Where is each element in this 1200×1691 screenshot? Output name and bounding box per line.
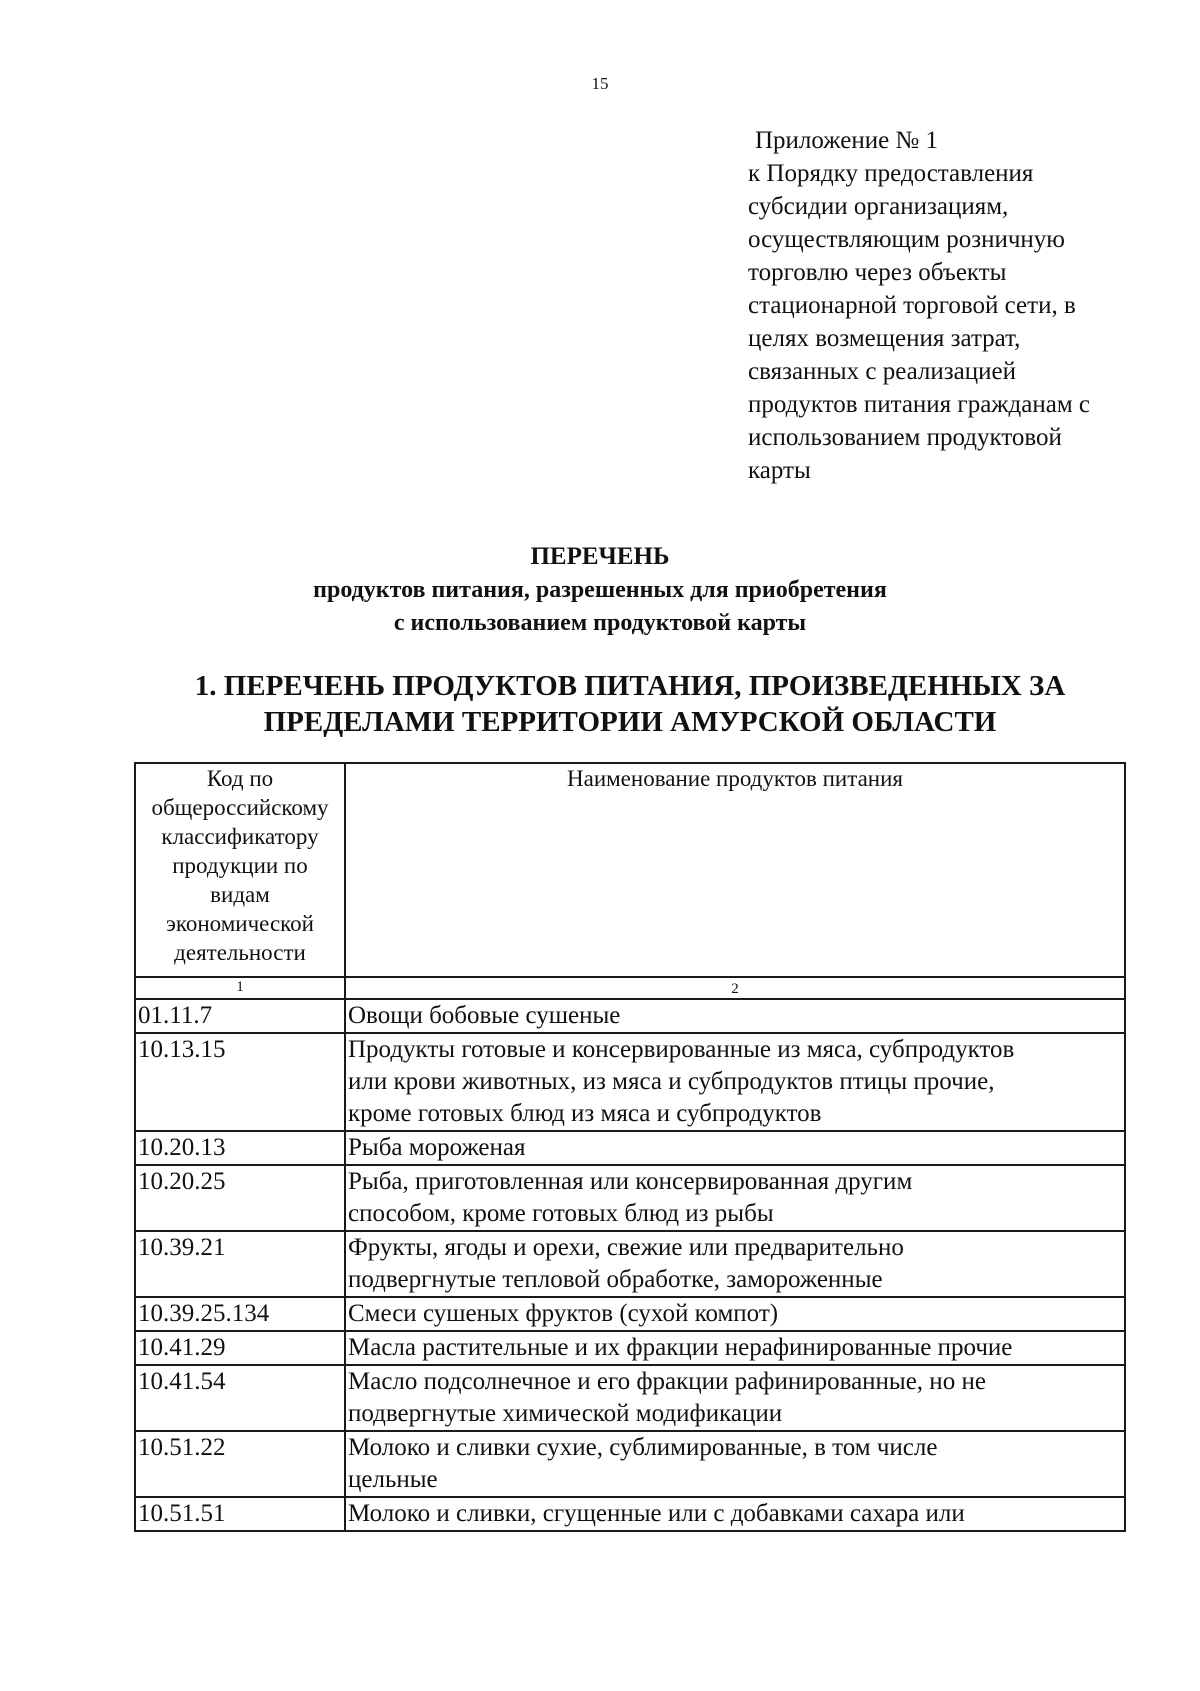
product-code: 10.51.51 (135, 1497, 345, 1531)
table-row (135, 1131, 1125, 1165)
page-number: 15 (591, 74, 609, 93)
product-name-line: Смеси сушеных фруктов (сухой компот) (348, 1300, 779, 1327)
header-code-line: деятельности (174, 940, 306, 965)
product-name-line: Рыба, приготовленная или консервированная другим (348, 1168, 913, 1195)
appendix-line: продуктов питания гражданам с (748, 391, 1091, 418)
table-row (135, 1331, 1125, 1365)
product-code: 10.13.15 (135, 1033, 345, 1131)
appendix-line: карты (748, 457, 811, 484)
title-main: ПЕРЕЧЕНЬ (530, 543, 670, 570)
table-row (135, 1431, 1125, 1497)
table-row (135, 999, 1125, 1033)
column-number: 1 (135, 977, 345, 999)
product-code: 10.41.29 (135, 1331, 345, 1365)
product-name-line: Овощи бобовые сушеные (348, 1002, 621, 1029)
product-name-line: подвергнутые тепловой обработке, замороженные (348, 1266, 883, 1293)
table-row (135, 1365, 1125, 1431)
product-code: 10.51.22 (135, 1431, 345, 1497)
appendix-line: связанных с реализацией (748, 358, 1016, 385)
product-name-line: цельные (348, 1466, 438, 1493)
product-name (345, 1431, 1125, 1497)
table-row (135, 1165, 1125, 1231)
header-code-line: классификатору (161, 824, 319, 849)
product-name-line: подвергнутые химической модификации (348, 1400, 783, 1427)
product-name (345, 1365, 1125, 1431)
header-code-line: экономической (166, 911, 314, 936)
header-code-line: продукции по (172, 853, 308, 878)
table-row (135, 1033, 1125, 1131)
product-code: 10.20.25 (135, 1165, 345, 1231)
product-name-line: Рыба мороженая (348, 1134, 526, 1161)
column-number: 2 (345, 977, 1125, 999)
table-header-row (135, 763, 1125, 977)
product-code: 10.20.13 (135, 1131, 345, 1165)
header-code-cell (135, 763, 345, 977)
product-name (345, 1033, 1125, 1131)
product-code: 10.41.54 (135, 1365, 345, 1431)
header-name-cell: Наименование продуктов питания (345, 763, 1125, 977)
product-name-line: Продукты готовые и консервированные из мяса, субпродуктов (348, 1036, 1015, 1063)
product-name-line: Молоко и сливки сухие, сублимированные, в том числе (348, 1434, 938, 1461)
title-subtitle-line: продуктов питания, разрешенных для приобретения (313, 577, 887, 603)
product-code: 10.39.25.134 (135, 1297, 345, 1331)
section-heading-line: 1. ПЕРЕЧЕНЬ ПРОДУКТОВ ПИТАНИЯ, ПРОИЗВЕДЕННЫХ ЗА (194, 670, 1066, 702)
appendix-line: Приложение № 1 (755, 127, 939, 154)
header-code-line: видам (210, 882, 270, 907)
appendix-line: субсидии организациям, (748, 193, 1009, 220)
table-row (135, 1497, 1125, 1531)
appendix-line: стационарной торговой сети, в (748, 292, 1076, 319)
product-name (345, 1331, 1125, 1365)
product-name-line: способом, кроме готовых блюд из рыбы (348, 1200, 774, 1227)
product-name-line: Молоко и сливки, сгущенные или с добавками сахара или (348, 1500, 965, 1527)
table-row (135, 1231, 1125, 1297)
product-name-line: Масло подсолнечное и его фракции рафинированные, но не (348, 1368, 986, 1395)
products-table (134, 762, 1126, 1532)
product-name-line: или крови животных, из мяса и субпродуктов птицы прочие, (348, 1068, 995, 1095)
appendix-line: целях возмещения затрат, (748, 325, 1021, 352)
product-name (345, 1497, 1125, 1531)
header-code-line: Код по (206, 766, 274, 791)
product-name-line: Фрукты, ягоды и орехи, свежие или предварительно (348, 1234, 904, 1261)
product-name-line: Масла растительные и их фракции нерафинированные прочие (348, 1334, 1013, 1361)
table-row (135, 1297, 1125, 1331)
product-name (345, 1297, 1125, 1331)
product-name (345, 1231, 1125, 1297)
document-title (0, 540, 1200, 640)
product-code: 10.39.21 (135, 1231, 345, 1297)
product-name (345, 1165, 1125, 1231)
appendix-note (748, 124, 1168, 487)
column-number-row (135, 977, 1125, 999)
section-heading (150, 668, 1110, 740)
header-code-line: общероссийскому (151, 795, 329, 820)
title-subtitle-line: с использованием продуктовой карты (393, 610, 807, 636)
appendix-line: осуществляющим розничную (748, 226, 1065, 253)
product-name (345, 999, 1125, 1033)
section-heading-line: ПРЕДЕЛАМИ ТЕРРИТОРИИ АМУРСКОЙ ОБЛАСТИ (263, 706, 997, 738)
product-code: 01.11.7 (135, 999, 345, 1033)
appendix-line: к Порядку предоставления (748, 160, 1034, 187)
appendix-line: торговлю через объекты (748, 259, 1007, 286)
product-name-line: кроме готовых блюд из мяса и субпродуктов (348, 1100, 822, 1127)
product-name (345, 1131, 1125, 1165)
appendix-line: использованием продуктовой (748, 424, 1062, 451)
